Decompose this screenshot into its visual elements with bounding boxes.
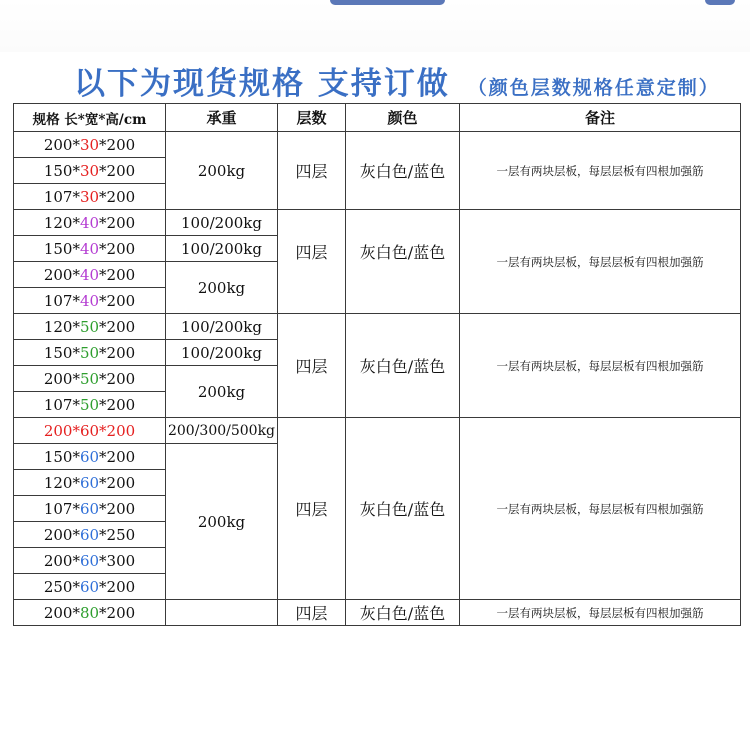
load-cell: 200kg [166, 366, 278, 418]
spec-cell: 107*60*200 [14, 496, 166, 522]
top-banner-strip [0, 0, 750, 52]
table-row [14, 418, 741, 444]
color-cell: 灰白色/蓝色 [346, 418, 460, 600]
table-row [14, 210, 741, 236]
load-cell: 100/200kg [166, 210, 278, 236]
table-row [14, 132, 741, 158]
banner-decoration [330, 0, 445, 5]
load-cell: 100/200kg [166, 314, 278, 340]
color-cell: 灰白色/蓝色 [346, 132, 460, 210]
spec-cell: 120*40*200 [14, 210, 166, 236]
banner-decoration [705, 0, 735, 5]
spec-table [13, 103, 741, 626]
spec-cell: 200*60*300 [14, 548, 166, 574]
spec-cell: 200*80*200 [14, 600, 166, 626]
table-header-row [14, 104, 741, 132]
load-cell: 100/200kg [166, 340, 278, 366]
layers-cell: 四层 [278, 132, 346, 210]
color-cell: 灰白色/蓝色 [346, 314, 460, 418]
layers-cell: 四层 [278, 418, 346, 600]
header-load: 承重 [166, 104, 278, 132]
spec-cell: 150*40*200 [14, 236, 166, 262]
header-layers: 层数 [278, 104, 346, 132]
note-cell: 一层有两块层板，每层层板有四根加强筋 [460, 600, 741, 626]
spec-cell: 200*50*200 [14, 366, 166, 392]
load-cell: 100/200kg [166, 236, 278, 262]
load-cell: 200/300/500kg [166, 418, 278, 444]
layers-cell: 四层 [278, 210, 346, 314]
title-subtitle: （颜色层数规格任意定制） [467, 77, 720, 99]
spec-cell: 250*60*200 [14, 574, 166, 600]
layers-cell: 四层 [278, 600, 346, 626]
spec-cell: 107*30*200 [14, 184, 166, 210]
spec-cell: 150*30*200 [14, 158, 166, 184]
note-cell: 一层有两块层板，每层层板有四根加强筋 [460, 132, 741, 210]
title-main: 以下为现货规格 支持订做 [74, 66, 450, 102]
table-row [14, 314, 741, 340]
note-cell: 一层有两块层板，每层层板有四根加强筋 [460, 210, 741, 314]
load-cell: 200kg [166, 132, 278, 210]
note-cell: 一层有两块层板，每层层板有四根加强筋 [460, 314, 741, 418]
note-cell: 一层有两块层板，每层层板有四根加强筋 [460, 418, 741, 600]
spec-cell: 200*30*200 [14, 132, 166, 158]
load-cell: 200kg [166, 262, 278, 314]
color-cell: 灰白色/蓝色 [346, 600, 460, 626]
spec-cell: 107*40*200 [14, 288, 166, 314]
page-title [74, 58, 734, 102]
load-cell [166, 600, 278, 626]
header-spec: 规格 长*宽*高/cm [14, 104, 166, 132]
header-color: 颜色 [346, 104, 460, 132]
spec-cell: 150*60*200 [14, 444, 166, 470]
spec-cell: 200*60*250 [14, 522, 166, 548]
header-note: 备注 [460, 104, 741, 132]
spec-cell: 120*50*200 [14, 314, 166, 340]
table-row [14, 600, 741, 626]
spec-cell: 120*60*200 [14, 470, 166, 496]
load-cell: 200kg [166, 444, 278, 600]
spec-cell: 107*50*200 [14, 392, 166, 418]
spec-cell: 200*40*200 [14, 262, 166, 288]
spec-cell: 150*50*200 [14, 340, 166, 366]
spec-cell-highlight: 200*60*200 [14, 418, 166, 444]
layers-cell: 四层 [278, 314, 346, 418]
color-cell: 灰白色/蓝色 [346, 210, 460, 314]
